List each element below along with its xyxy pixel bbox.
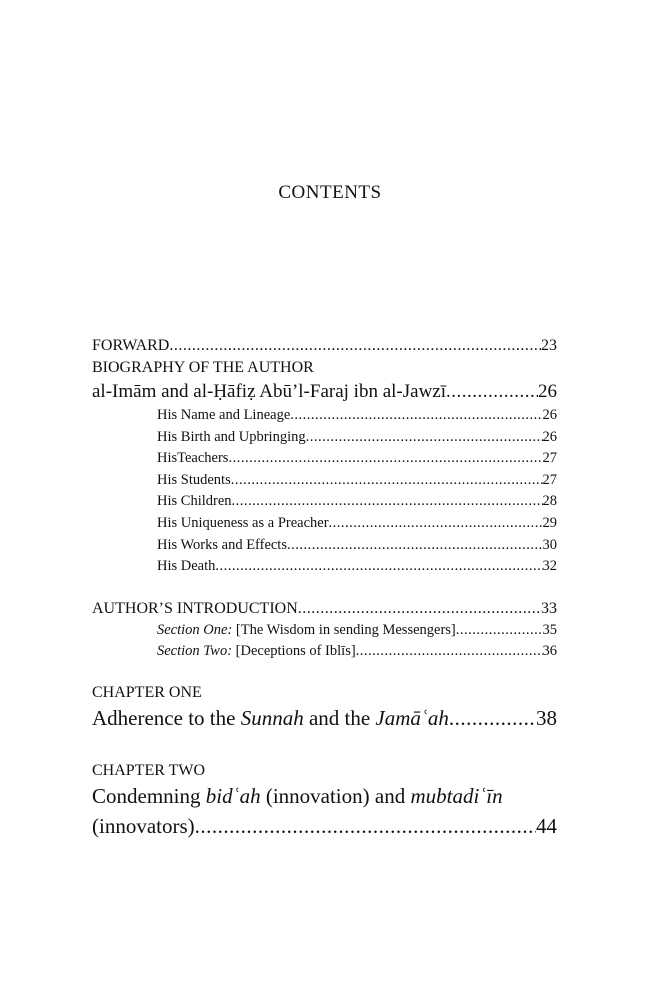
toc-entry-label: al-Imām and al-Ḥāfiẓ Abū’l-Faraj ibn al-Jawzī xyxy=(92,381,446,402)
toc-page-number: 38 xyxy=(536,705,557,730)
toc-entry-label: FORWARD xyxy=(92,337,170,354)
spacer xyxy=(92,736,557,762)
toc-page-number: 23 xyxy=(541,337,557,354)
toc-page-number: 36 xyxy=(542,642,557,659)
toc-page-number: 26 xyxy=(538,381,557,402)
title-text: Condemning xyxy=(92,783,206,808)
toc-entry-section-two[interactable] xyxy=(92,643,557,664)
toc-page-number: 27 xyxy=(542,471,557,488)
chapter-heading: CHAPTER ONE xyxy=(92,683,202,701)
toc-entry-section-one[interactable] xyxy=(92,622,557,643)
toc-entry-label: His Works and Effects xyxy=(157,536,287,553)
toc-entry-label: AUTHOR’S INTRODUCTION xyxy=(92,599,298,617)
toc-page-number: 30 xyxy=(542,536,557,553)
chapter-heading: CHAPTER TWO xyxy=(92,761,206,779)
toc-entry-uniqueness[interactable] xyxy=(92,515,557,537)
spacer xyxy=(92,580,557,600)
title-text: and the xyxy=(303,705,376,730)
dot-leader xyxy=(169,337,541,355)
toc-entry-label: His Children xyxy=(157,493,232,510)
section-heading-biography xyxy=(92,359,557,381)
dot-leader xyxy=(215,558,542,575)
page-title: CONTENTS xyxy=(278,182,382,203)
toc-entry-label: His Death xyxy=(157,558,216,575)
toc-entry-author[interactable] xyxy=(92,381,557,407)
dot-leader xyxy=(231,472,543,489)
toc-page-number: 33 xyxy=(541,599,557,617)
title-text: Adherence to the xyxy=(92,705,241,730)
toc-entry-label: His Uniqueness as a Preacher xyxy=(157,514,329,531)
toc-entry-label xyxy=(157,622,456,639)
toc-entry-death[interactable] xyxy=(92,558,557,580)
toc-entry-label: His Birth and Upbringing xyxy=(157,428,306,445)
dot-leader xyxy=(446,381,538,403)
dot-leader xyxy=(356,643,543,660)
toc-entry-chapter-two-line1[interactable] xyxy=(92,784,557,814)
table-of-contents xyxy=(92,337,557,844)
dot-leader xyxy=(449,706,536,731)
toc-page-number: 44 xyxy=(536,813,557,838)
toc-page-number: 28 xyxy=(542,493,557,510)
toc-entry-name-lineage[interactable] xyxy=(92,407,557,429)
title-italic: bidʿah xyxy=(205,783,261,808)
dot-leader xyxy=(329,515,543,532)
toc-entry-label xyxy=(157,643,356,660)
toc-entry-works[interactable] xyxy=(92,537,557,559)
toc-entry-label: (innovators) xyxy=(92,813,195,838)
toc-entry-students[interactable] xyxy=(92,472,557,494)
toc-page-number: 27 xyxy=(542,450,557,467)
toc-entry-label: His Students xyxy=(157,471,231,488)
dot-leader xyxy=(195,814,536,839)
chapter-one-heading xyxy=(92,684,557,706)
chapter-two-heading xyxy=(92,762,557,784)
title-italic: Sunnah xyxy=(240,705,304,730)
toc-entry-introduction[interactable] xyxy=(92,600,557,622)
toc-entry-chapter-one[interactable] xyxy=(92,706,557,736)
toc-entry-chapter-two-line2[interactable] xyxy=(92,814,557,844)
section-title: [The Wisdom in sending Messengers] xyxy=(232,621,456,638)
dot-leader xyxy=(232,493,543,510)
toc-entry-label xyxy=(92,706,449,731)
title-italic: Jamāʿah xyxy=(375,705,449,730)
toc-entry-label: His Name and Lineage xyxy=(157,407,291,423)
section-prefix: Section Two: xyxy=(157,642,233,659)
dot-leader xyxy=(306,429,543,446)
dot-leader xyxy=(298,600,541,618)
toc-entry-forward[interactable] xyxy=(92,337,557,359)
title-text: (innovation) and xyxy=(260,783,411,808)
toc-entry-label: HisTeachers xyxy=(157,450,229,467)
toc-heading: BIOGRAPHY OF THE AUTHOR xyxy=(92,359,314,376)
toc-entry-teachers[interactable] xyxy=(92,450,557,472)
toc-entry-label xyxy=(92,784,503,809)
toc-page-number: 32 xyxy=(542,558,557,575)
toc-entry-birth-upbringing[interactable] xyxy=(92,429,557,451)
dot-leader xyxy=(287,537,543,554)
toc-page-number: 26 xyxy=(542,407,557,423)
title-italic: mubtadiʿīn xyxy=(410,783,503,808)
section-title: [Deceptions of Iblīs] xyxy=(232,642,356,659)
dot-leader xyxy=(456,622,543,639)
dot-leader xyxy=(228,450,542,467)
toc-entry-children[interactable] xyxy=(92,493,557,515)
section-prefix: Section One: xyxy=(157,621,233,638)
dot-leader xyxy=(290,407,542,424)
toc-page-number: 26 xyxy=(542,428,557,445)
spacer xyxy=(92,664,557,684)
toc-page-number: 35 xyxy=(542,621,557,638)
toc-page-number: 29 xyxy=(542,514,557,531)
